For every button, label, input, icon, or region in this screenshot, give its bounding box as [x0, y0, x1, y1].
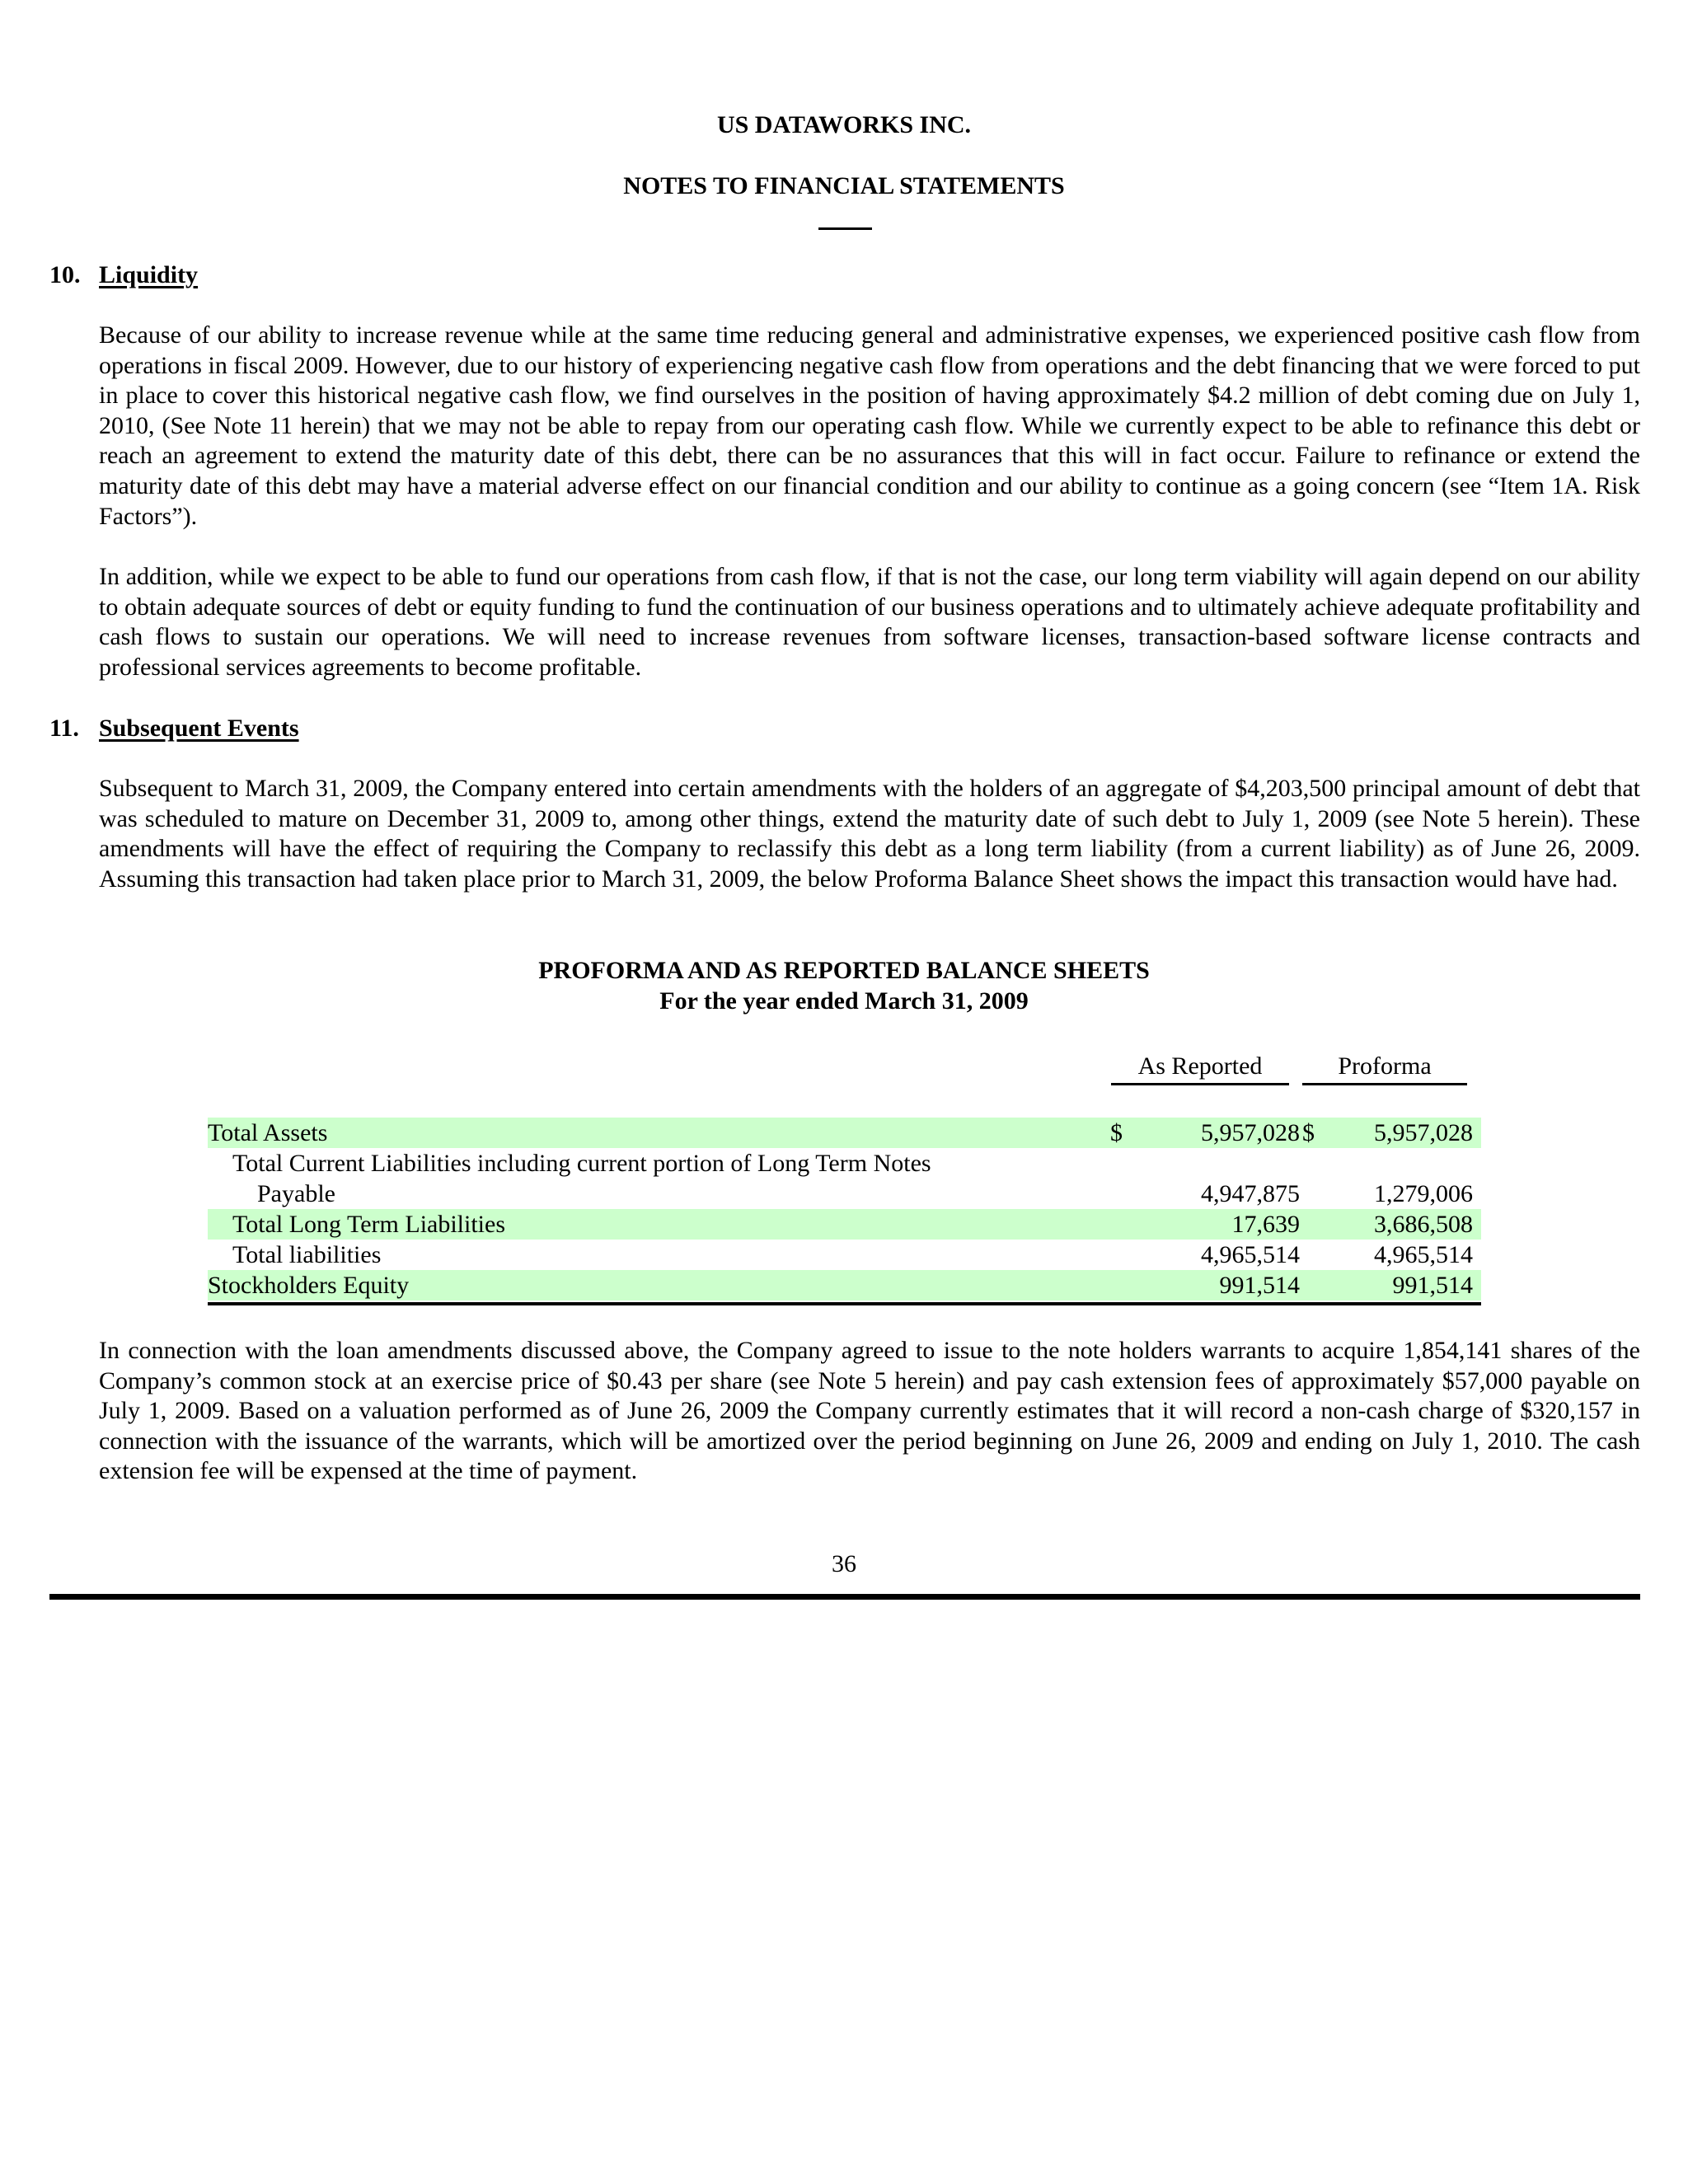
proforma-value: 5,957,028 — [1374, 1119, 1473, 1146]
subsequent-events-paragraph-1: Subsequent to March 31, 2009, the Company entered into certain amendments with the holders of an aggregate of $4,203,500 principal amount of debt that was scheduled to mature on December 31, 2009 to, among other things, extend the maturity date of such debt to July 1, 2009 (see Note 5 herein). These amendments will have the effect of requiring the Company to reclassify this debt as a long term liability (from a current liability) as of June 26, 2009. Assuming this transaction had taken place prior to March 31, 2009, the below Proforma Balance Sheet shows the impact this transaction would have had. — [99, 775, 1640, 893]
table-row-long-term-liabilities — [208, 1209, 1481, 1240]
section-number: 10. — [49, 261, 81, 288]
currency-symbol: $ — [1302, 1119, 1315, 1146]
row-label: Total liabilities — [232, 1241, 382, 1268]
table-subtitle: For the year ended March 31, 2009 — [659, 987, 1029, 1015]
table-row-total-liabilities — [208, 1240, 1481, 1270]
liquidity-paragraph-1: Because of our ability to increase revenue while at the same time reducing general and administrative expenses, we experienced positive cash flow from operations in fiscal 2009. However, due to our history of experiencing negative cash flow from operations and the debt financing that we were forced to put in place to cover this historical negative cash flow, we find ourselves in the position of having approximately $4.2 million of debt coming due on July 1, 2010, (See Note 11 herein) that we may not be able to repay from our operating cash flow. While we currently expect to be able to refinance this debt or reach an agreement to extend the maturity date of this debt, there can be no assurances that this will in fact occur. Failure to refinance or extend the maturity date of this debt may have a material adverse effect on our financial condition and our ability to continue as a going concern (see “Item 1A. Risk Factors”). — [99, 321, 1640, 530]
table-row-current-liabilities-cont — [208, 1179, 1481, 1209]
table-bottom-rule — [208, 1302, 1481, 1305]
row-label: Total Current Liabilities including current portion of Long Term Notes — [232, 1150, 931, 1177]
section-title: Liquidity — [99, 261, 199, 288]
row-label-continued: Payable — [257, 1180, 335, 1207]
section-heading-liquidity — [49, 260, 198, 290]
row-label: Total Assets — [208, 1119, 328, 1146]
as-reported-value: 5,957,028 — [1201, 1119, 1300, 1146]
liquidity-paragraph-2: In addition, while we expect to be able to fund our operations from cash flow, if that is not the case, our long term viability will again depend on our ability to obtain adequate sources of debt or equity funding to fund the continuation of our business operations and to ultimately achieve adequate profitability and cash flows to sustain our operations. We will need to increase revenues from software licenses, transaction-based software license contracts and professional services agreements to become profitable. — [99, 563, 1640, 681]
row-label: Stockholders Equity — [208, 1272, 410, 1299]
section-title: Subsequent Events — [99, 715, 299, 742]
as-reported-value: 17,639 — [1231, 1211, 1300, 1238]
title-underline — [818, 227, 872, 230]
table-row-stockholders-equity — [208, 1270, 1481, 1301]
company-name: US DATAWORKS INC. — [716, 111, 972, 138]
as-reported-value: 4,965,514 — [1201, 1241, 1300, 1268]
section-number: 11. — [49, 715, 79, 742]
section-heading-subsequent-events — [49, 714, 299, 743]
column-header-as-reported: As Reported — [1137, 1052, 1263, 1080]
column-header-rule — [1111, 1083, 1289, 1085]
proforma-value: 1,279,006 — [1374, 1180, 1473, 1207]
table-row-current-liabilities — [208, 1148, 1481, 1179]
document-title: NOTES TO FINANCIAL STATEMENTS — [623, 172, 1065, 199]
as-reported-value: 4,947,875 — [1201, 1180, 1300, 1207]
as-reported-value: 991,514 — [1219, 1272, 1300, 1299]
proforma-value: 3,686,508 — [1374, 1211, 1473, 1238]
page-number: 36 — [832, 1550, 856, 1577]
subsequent-events-paragraph-2: In connection with the loan amendments discussed above, the Company agreed to issue to the note holders warrants to acquire 1,854,141 shares of the Company’s common stock at an exercise price of $0.43 per share (see Note 5 herein) and pay cash extension fees of approximately $57,000 payable on July 1, 2009. Based on a valuation performed as of June 26, 2009 the Company currently estimates that it will record a non-cash charge of $320,157 in connection with the issuance of the warrants, which will be amortized over the period beginning on June 26, 2009 and ending on July 1, 2010. The cash extension fee will be expensed at the time of payment. — [99, 1337, 1640, 1485]
currency-symbol: $ — [1110, 1119, 1123, 1146]
footer-rule — [49, 1594, 1640, 1600]
row-label: Total Long Term Liabilities — [232, 1211, 506, 1238]
table-row-total-assets — [208, 1118, 1481, 1148]
table-title: PROFORMA AND AS REPORTED BALANCE SHEETS — [538, 957, 1150, 984]
column-header-proforma: Proforma — [1338, 1052, 1432, 1080]
proforma-value: 991,514 — [1392, 1272, 1473, 1299]
column-header-rule — [1302, 1083, 1467, 1085]
proforma-value: 4,965,514 — [1374, 1241, 1473, 1268]
